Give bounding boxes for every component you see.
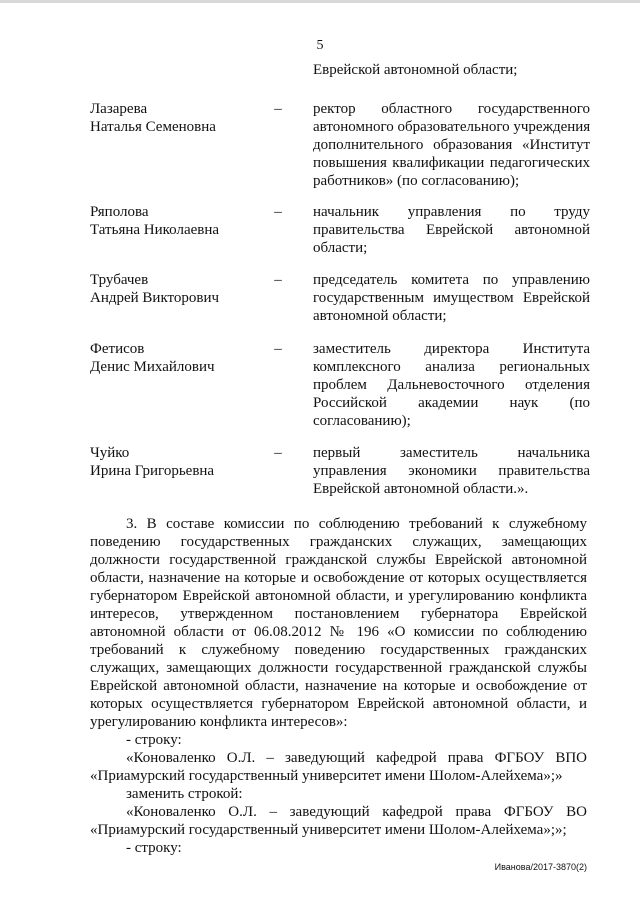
given-names: Татьяна Николаевна <box>90 222 220 238</box>
role-line: области; <box>313 240 368 256</box>
instruction-line: заменить строкой: <box>126 786 243 802</box>
given-names: Андрей Викторович <box>90 290 220 306</box>
surname: Ряполова <box>90 204 149 220</box>
role-line: повышения квалификации педагогических <box>313 155 590 171</box>
dash-separator: – <box>274 204 282 220</box>
given-names: Наталья Семеновна <box>90 119 216 135</box>
member-role <box>313 444 590 498</box>
dash-separator: – <box>274 341 282 357</box>
paragraph-line: Еврейской автономной области, назначение на которые и освобождение от <box>90 678 587 694</box>
quoted-line: «Приамурский государственный университет имени Шолом-Алейхема»;» <box>90 768 563 784</box>
member-name <box>90 100 260 136</box>
surname: Трубачев <box>90 272 149 288</box>
role-line: работников» (по согласованию); <box>313 173 520 189</box>
role-line: председатель комитета по управлению <box>313 272 590 288</box>
member-name <box>90 340 260 376</box>
role-line: автономной области; <box>313 308 447 324</box>
paragraph-line: которых осуществляется губернатором Еврейской автономной области, и <box>90 696 587 712</box>
quoted-line: «Коноваленко О.Л. – заведующий кафедрой права ФГБОУ ВО <box>126 804 587 820</box>
paragraph-line: интересов, утвержденном постановлением губернатора Еврейской <box>90 606 587 622</box>
role-line: проблем Дальневосточного отделения <box>313 377 590 393</box>
amendment-block <box>90 731 587 857</box>
continuation-text: Еврейской автономной области; <box>313 62 518 78</box>
member-role <box>313 203 590 257</box>
surname: Фетисов <box>90 341 145 357</box>
role-line: комплексного анализа региональных <box>313 359 590 375</box>
paragraph-line: губернатором Еврейской автономной области, и урегулированию конфликта <box>90 588 587 604</box>
dash-separator: – <box>274 445 282 461</box>
member-name <box>90 203 260 239</box>
paragraph-line: урегулированию конфликта интересов»: <box>90 714 348 730</box>
role-line: согласованию); <box>313 413 411 429</box>
role-line: Российской академии наук (по <box>313 395 590 411</box>
role-line: первый заместитель начальника <box>313 445 590 461</box>
paragraph-line: требований к служебному поведению государственных гражданских <box>90 642 587 658</box>
role-line: правительства Еврейской автономной <box>313 222 590 238</box>
quoted-line: «Коноваленко О.Л. – заведующий кафедрой права ФГБОУ ВПО <box>126 750 587 766</box>
role-line: ректор областного государственного <box>313 101 590 117</box>
page-number: 5 <box>316 38 324 53</box>
paragraph-3 <box>90 515 587 731</box>
quoted-line: «Приамурский государственный университет имени Шолом-Алейхема»;»; <box>90 822 567 838</box>
paragraph-line: должности государственной гражданской службы Еврейской автономной <box>90 552 587 568</box>
role-line: управления экономики правительства <box>313 463 590 479</box>
paragraph-line: автономной области от 06.08.2012 № 196 «О комиссии по соблюдению <box>90 624 587 640</box>
dash-separator: – <box>274 101 282 117</box>
scan-edge <box>0 0 640 3</box>
member-name <box>90 271 260 307</box>
member-role <box>313 100 590 190</box>
given-names: Денис Михайлович <box>90 359 215 375</box>
document-reference: Иванова/2017-3870(2) <box>494 862 587 872</box>
instruction-line: - строку: <box>126 840 182 856</box>
surname: Лазарева <box>90 101 148 117</box>
member-role <box>313 340 590 430</box>
member-name <box>90 444 260 480</box>
role-line: государственным имуществом Еврейской <box>313 290 590 306</box>
paragraph-line: служащих, замещающих должности государственной гражданской службы <box>90 660 587 676</box>
role-line: заместитель директора Института <box>313 341 590 357</box>
role-line: автономного образовательного учреждения <box>313 119 591 135</box>
role-line: Еврейской автономной области.». <box>313 481 529 497</box>
paragraph-line: области, назначение на которые и освобождение от которых осуществляется <box>90 570 587 586</box>
role-line: начальник управления по труду <box>313 204 590 220</box>
given-names: Ирина Григорьевна <box>90 463 215 479</box>
member-role <box>313 271 590 325</box>
instruction-line: - строку: <box>126 732 182 748</box>
role-line: дополнительного образования «Институт <box>313 137 590 153</box>
surname: Чуйко <box>90 445 130 461</box>
dash-separator: – <box>274 272 282 288</box>
paragraph-line: 3. В составе комиссии по соблюдению требований к служебному <box>126 516 587 532</box>
paragraph-line: поведению государственных гражданских служащих, замещающих <box>90 534 587 550</box>
